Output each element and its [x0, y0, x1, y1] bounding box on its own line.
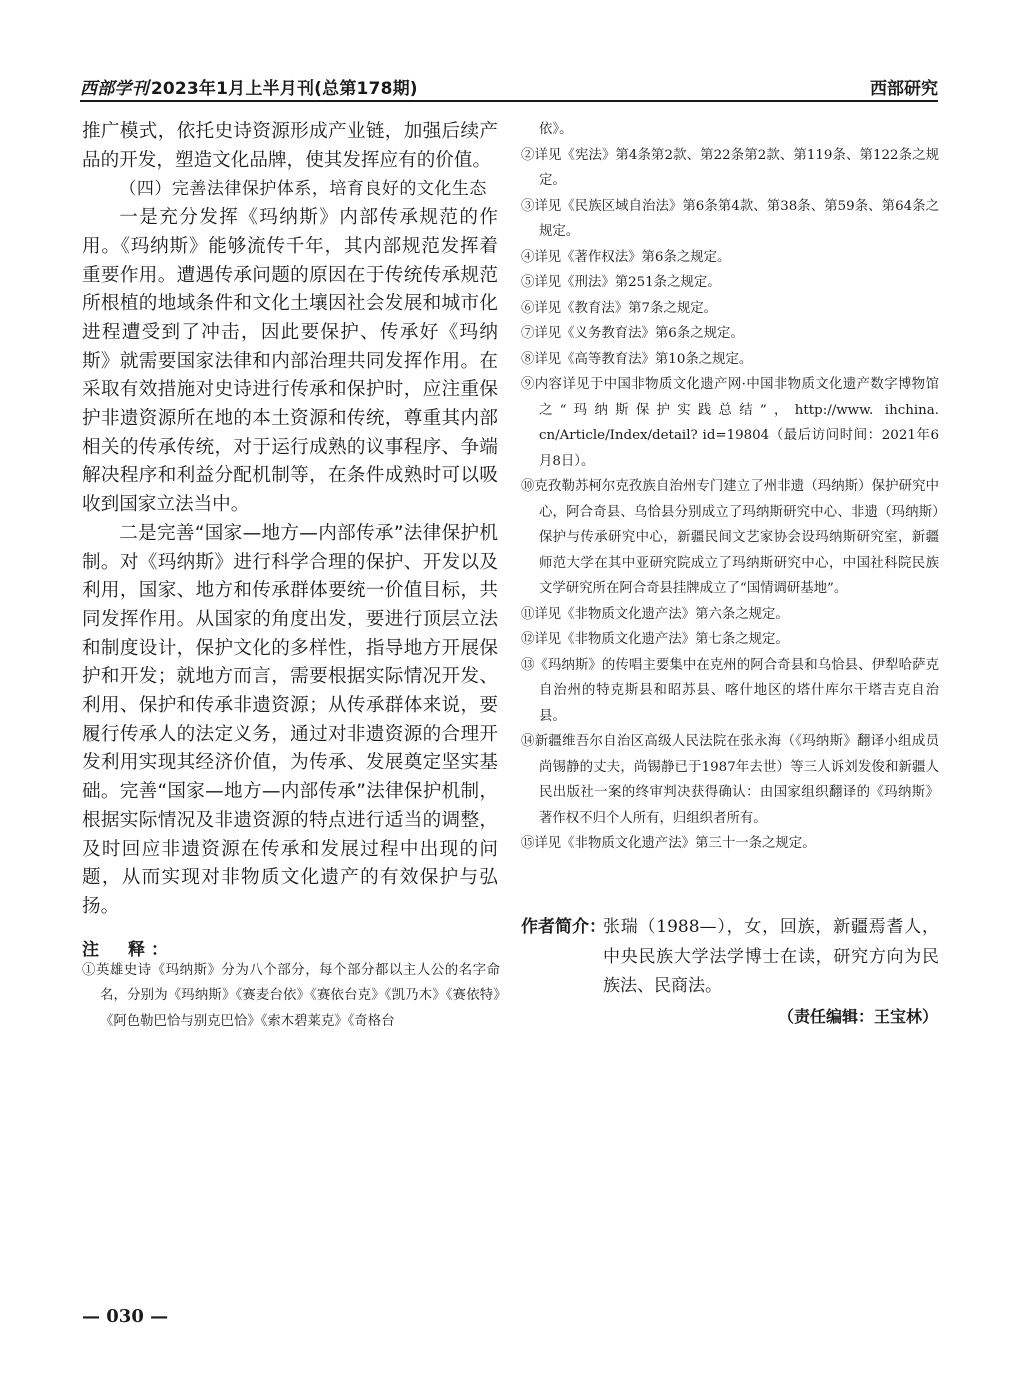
author-text: 张瑞（1988—），女，回族，新疆焉耆人，中央民族大学法学博士在读，研究方向为民族法、民商法。 — [603, 917, 939, 996]
section-label: 西部研究 — [870, 79, 938, 99]
note-9: ⑨内容详见于中国非物质文化遗产网·中国非物质文化遗产数字博物馆之“玛纳斯保护实践总结”，http://www. ihchina. cn/Article/Index/detail? id=19804（最后访问时间：2021年6月8日）。 — [521, 377, 939, 469]
page-number: — 030 — — [82, 1306, 169, 1327]
issue-label: 2023年1月上半月刊(总第178期) — [150, 79, 418, 99]
note-2: ②详见《宪法》第4条第2款、第22条第2款、第119条、第122条之规定。 — [521, 147, 939, 188]
note-4: ④详见《著作权法》第6条之规定。 — [521, 249, 731, 265]
right-column-notes — [521, 117, 939, 857]
note-10: ⑩克孜勒苏柯尔克孜族自治州专门建立了州非遗（玛纳斯）保护研究中心，阿合奇县、乌恰县分别成立了玛纳斯研究中心、非遗（玛纳斯）保护与传承研究中心，新疆民间文艺家协会设玛纳斯研究室，新疆师范大学在其中亚研究院成立了玛纳斯研究中心，中国社科院民族文学研究所在阿合奇县挂牌成立了“国情调研基地”。 — [521, 479, 939, 596]
note-5: ⑤详见《刑法》第251条之规定。 — [521, 275, 721, 290]
left-column — [82, 118, 498, 922]
author-label: 作者简介： — [521, 917, 606, 937]
section-subheading: （四）完善法律保护体系，培育良好的文化生态 — [119, 179, 487, 200]
note-6: ⑥详见《教育法》第7条之规定。 — [521, 300, 717, 316]
note-14: ⑭新疆维吾尔自治区高级人民法院在张永海（《玛纳斯》翻译小组成员尚锡静的丈夫，尚锡静已于1987年去世）等三人诉刘发俊和新疆人民出版社一案的终审判决获得确认：由国家组织翻译的《玛纳斯》著作权不归个人所有，归组织者所有。 — [521, 734, 939, 826]
notes-left — [82, 958, 500, 1034]
note-1-continued: 依》。 — [539, 122, 573, 137]
note-3: ③详见《民族区域自治法》第6条第4款、第38条、第59条、第64条之规定。 — [521, 198, 939, 239]
author-bio — [521, 913, 939, 1002]
note-12: ⑫详见《非物质文化遗产法》第七条之规定。 — [521, 632, 789, 647]
note-15: ⑮详见《非物质文化遗产法》第三十一条之规定。 — [521, 836, 816, 851]
note-1: ①英雄史诗《玛纳斯》分为八个部分，每个部分都以主人公的名字命名，分别为《玛纳斯》《赛麦台依》《赛依台克》《凯乃木》《赛依特》《阿色勒巴恰与别克巴恰》《索木碧莱克》《奇格台 — [82, 963, 500, 1029]
note-7: ⑦详见《义务教育法》第6条之规定。 — [521, 326, 744, 341]
responsible-editor: （责任编辑：王宝林） — [777, 1007, 938, 1026]
journal-logo: 西部学刊 — [80, 79, 149, 99]
paragraph-1: 推广模式，依托史诗资源形成产业链，加强后续产品的开发，塑造文化品牌，使其发挥应有的价值。 — [82, 121, 498, 171]
note-8: ⑧详见《高等教育法》第10条之规定。 — [521, 351, 753, 367]
paragraph-2: 一是充分发挥《玛纳斯》内部传承规范的作用。《玛纳斯》能够流传千年，其内部规范发挥着重要作用。遭遇传承问题的原因在于传统传承规范所根植的地域条件和文化土壤因社会发展和城市化进程遭受到了冲击，因此要保护、传承好《玛纳斯》就需要国家法律和内部治理共同发挥作用。在采取有效措施对史诗进行传承和保护时，应注重保护非遗资源所在地的本土资源和传统，尊重其内部相关的传承传统，对于运行成熟的议事程序、争端解决程序和利益分配机制等，在条件成熟时可以吸收到国家立法当中。 — [82, 207, 498, 516]
header-issue — [80, 74, 418, 99]
notes-title: 注 释： — [82, 940, 174, 960]
paragraph-3: 二是完善“国家—地方—内部传承”法律保护机制。对《玛纳斯》进行科学合理的保护、开发以及利用，国家、地方和传承群体要统一价值目标，共同发挥作用。从国家的角度出发，要进行顶层立法和制度设计，保护文化的多样性，指导地方开展保护和开发；就地方而言，需要根据实际情况开发、利用、保护和传承非遗资源；从传承群体来说，要履行传承人的法定义务，通过对非遗资源的合理开发利用实现其经济价值，为传承、发展奠定坚实基础。完善“国家—地方—内部传承”法律保护机制，根据实际情况及非遗资源的特点进行适当的调整，及时回应非遗资源在传承和发展过程中出现的问题，从而实现对非物质文化遗产的有效保护与弘扬。 — [82, 522, 498, 917]
note-11: ⑪详见《非物质文化遗产法》第六条之规定。 — [521, 606, 789, 622]
page-header — [80, 70, 938, 102]
note-13: ⑬《玛纳斯》的传唱主要集中在克州的阿合奇县和乌恰县、伊犁哈萨克自治州的特克斯县和昭苏县、喀什地区的塔什库尔干塔吉克自治县。 — [521, 657, 939, 724]
